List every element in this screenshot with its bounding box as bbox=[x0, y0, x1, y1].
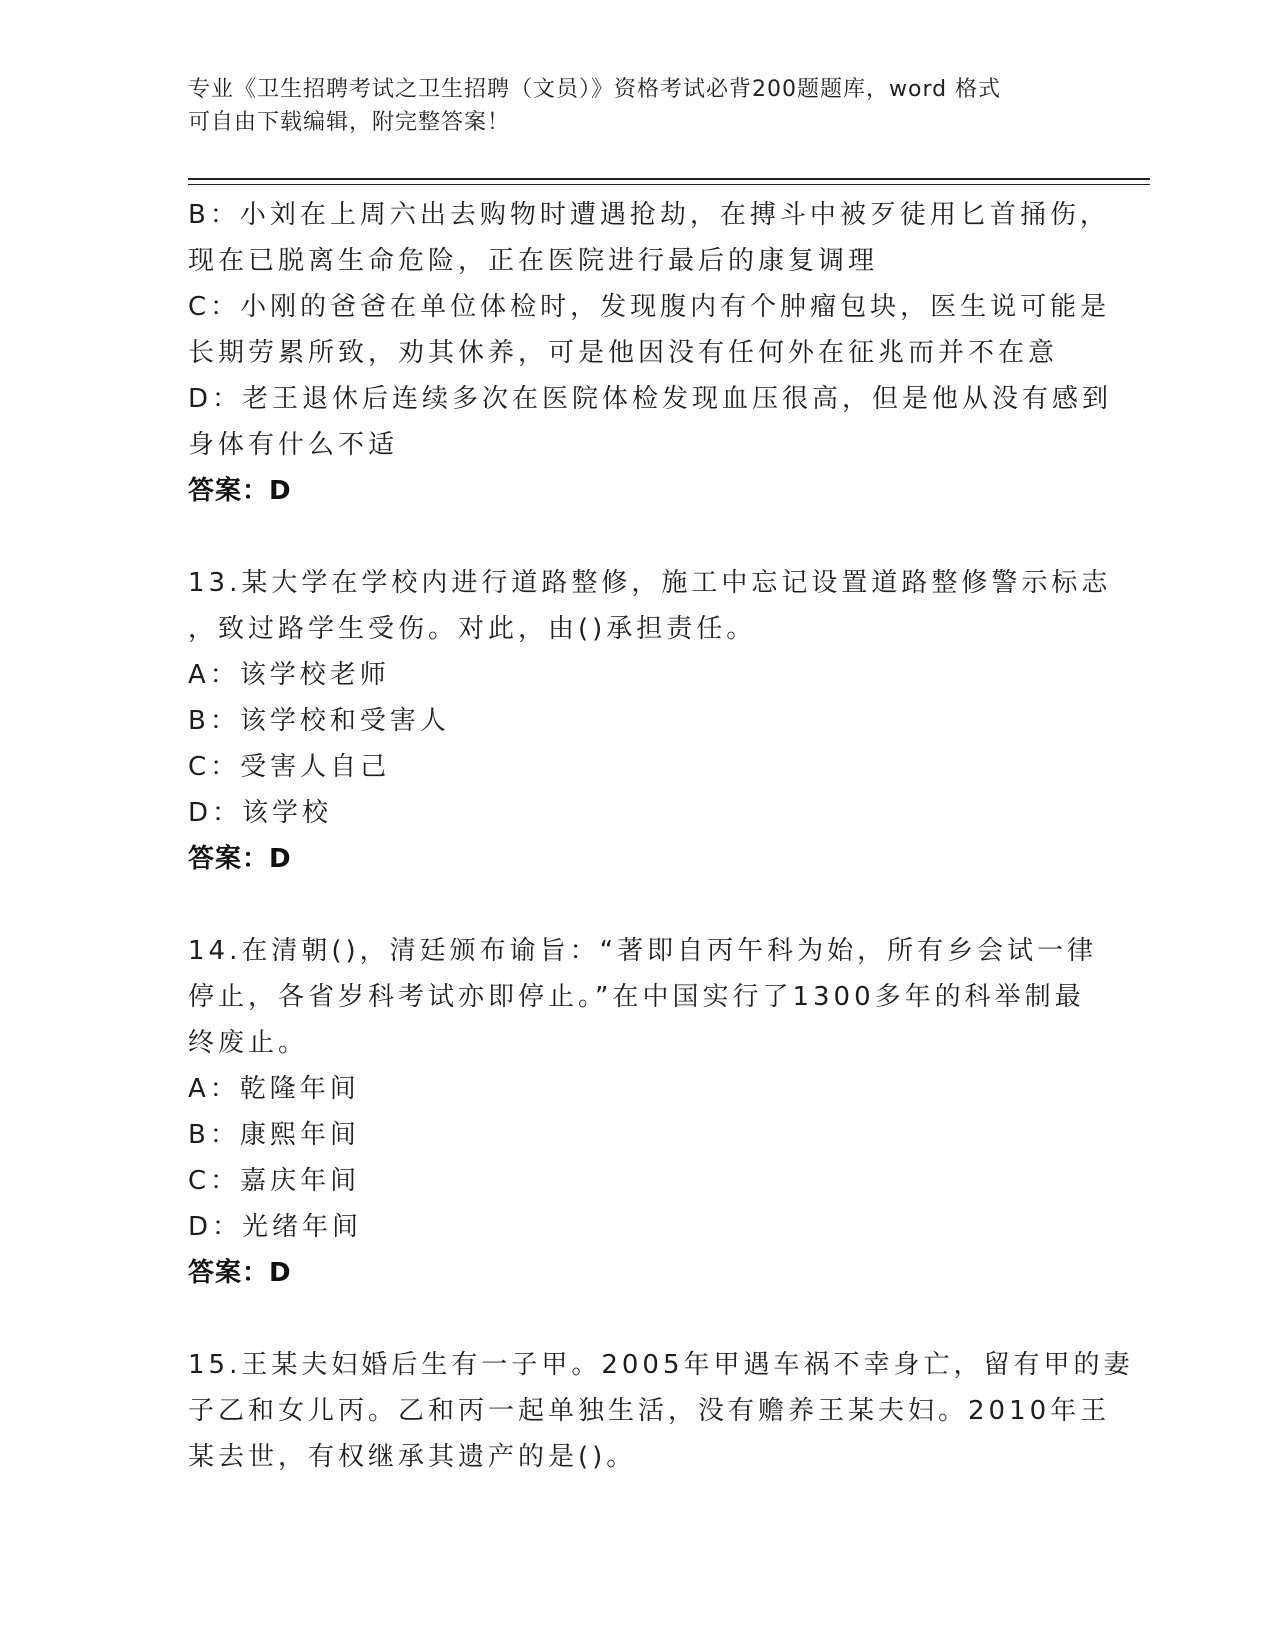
option-a: A：乾隆年间 bbox=[188, 1074, 360, 1104]
header-divider-thin bbox=[188, 184, 1150, 185]
spacer bbox=[188, 514, 1088, 560]
option-c: C：嘉庆年间 bbox=[188, 1166, 361, 1196]
option-b-line-1: B：小刘在上周六出去购物时遭遇抢劫，在搏斗中被歹徒用匕首捅伤， bbox=[188, 200, 1110, 230]
option-d-line-1: D：老王退休后连续多次在医院体检发现血压很高，但是他从没有感到 bbox=[188, 384, 1113, 414]
question-stem-line-1: 14.在清朝()，清廷颁布谕旨：“著即自丙午科为始，所有乡会试一律 bbox=[188, 936, 1098, 966]
option-b-line-2: 现在已脱离生命危险，正在医院进行最后的康复调理 bbox=[188, 246, 879, 276]
spacer bbox=[188, 1296, 1088, 1342]
answer-line: 答案：D bbox=[188, 476, 292, 506]
option-c: C：受害人自己 bbox=[188, 752, 391, 782]
option-d: D：该学校 bbox=[188, 798, 333, 828]
spacer bbox=[188, 882, 1088, 928]
question-14 bbox=[188, 928, 1098, 1296]
question-stem-line-1: 15.王某夫妇婚后生有一子甲。2005年甲遇车祸不幸身亡，留有甲的妻 bbox=[188, 1350, 1134, 1380]
question-stem-line-3: 终废止。 bbox=[188, 1028, 309, 1058]
question-stem-line-2: ，致过路学生受伤。对此，由()承担责任。 bbox=[188, 614, 757, 644]
question-stem-line-3: 某去世，有权继承其遗产的是()。 bbox=[188, 1442, 637, 1472]
question-stem-line-2: 停止，各省岁科考试亦即停止。”在中国实行了1300多年的科举制最 bbox=[188, 982, 1085, 1012]
option-d: D：光绪年间 bbox=[188, 1212, 363, 1242]
option-b: B：康熙年间 bbox=[188, 1120, 360, 1150]
option-b: B：该学校和受害人 bbox=[188, 706, 450, 736]
header-divider-thick bbox=[188, 178, 1150, 180]
question-12-tail bbox=[188, 192, 1113, 514]
option-a: A：该学校老师 bbox=[188, 660, 390, 690]
question-content bbox=[188, 192, 1134, 1480]
header-line-2: 可自由下载编辑，附完整答案！ bbox=[188, 110, 511, 135]
option-c-line-1: C：小刚的爸爸在单位体检时，发现腹内有个肿瘤包块，医生说可能是 bbox=[188, 292, 1111, 322]
question-15 bbox=[188, 1342, 1134, 1480]
question-13 bbox=[188, 560, 1112, 882]
question-stem-line-1: 13.某大学在学校内进行道路整修，施工中忘记设置道路整修警示标志 bbox=[188, 568, 1112, 598]
option-d-line-2: 身体有什么不适 bbox=[188, 430, 399, 460]
question-stem-line-2: 子乙和女儿丙。乙和丙一起单独生活，没有赡养王某夫妇。2010年王 bbox=[188, 1396, 1111, 1426]
document-header bbox=[188, 73, 1068, 139]
option-c-line-2: 长期劳累所致，劝其休养，可是他因没有任何外在征兆而并不在意 bbox=[188, 338, 1059, 368]
header-line-1: 专业《卫生招聘考试之卫生招聘（文员）》资格考试必背200题题库，word 格式 bbox=[188, 77, 1002, 102]
answer-line: 答案：D bbox=[188, 1258, 292, 1288]
answer-line: 答案：D bbox=[188, 844, 292, 874]
